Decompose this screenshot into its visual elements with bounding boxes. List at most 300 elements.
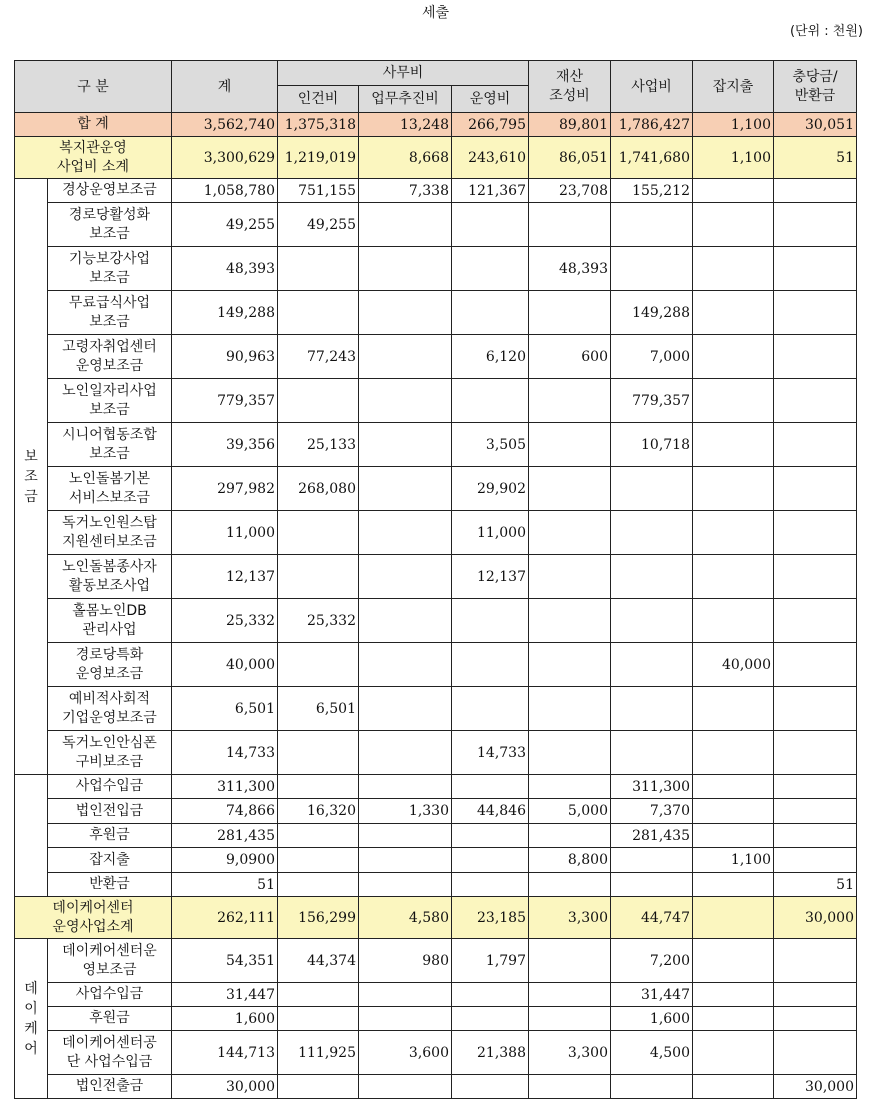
table-row (15, 731, 857, 775)
row-label-text: 홀몸노인DB 관리사업 (72, 602, 147, 638)
value-cell: 44,747 (611, 897, 693, 939)
value-cell (693, 897, 774, 939)
value-cell (693, 291, 774, 335)
value-cell (529, 555, 611, 599)
value-cell: 149,288 (611, 291, 693, 335)
value-cell (359, 775, 452, 799)
value-cell: 25,133 (278, 423, 359, 467)
value-cell (359, 467, 452, 511)
row-label-text: 예비적사회적 기업운영보조금 (62, 690, 157, 726)
value-cell (529, 824, 611, 848)
value-cell (774, 643, 857, 687)
value-cell (359, 873, 452, 897)
value-cell: 51 (774, 137, 857, 179)
value-cell (693, 599, 774, 643)
value-cell (529, 643, 611, 687)
value-cell (529, 203, 611, 247)
value-cell: 6,120 (452, 335, 529, 379)
value-cell (693, 423, 774, 467)
value-cell: 49,255 (278, 203, 359, 247)
table-row (15, 897, 857, 939)
value-cell: 48,393 (529, 247, 611, 291)
expenditure-table (14, 60, 857, 1099)
row-label-text: 후원금 (89, 1010, 130, 1026)
value-cell (452, 873, 529, 897)
row-label-text: 고령자취업센터 운영보조금 (62, 338, 157, 374)
row-label (48, 379, 172, 423)
value-cell: 14,733 (172, 731, 278, 775)
row-label-text: 노인일자리사업 보조금 (62, 382, 157, 418)
value-cell (529, 1075, 611, 1099)
value-cell: 3,562,740 (172, 113, 278, 137)
value-cell (774, 247, 857, 291)
value-cell: 3,300 (529, 1031, 611, 1075)
value-cell (693, 1007, 774, 1031)
table-row (15, 775, 857, 799)
value-cell: 281,435 (172, 824, 278, 848)
value-cell: 1,797 (452, 939, 529, 983)
table-row (15, 511, 857, 555)
row-label (48, 687, 172, 731)
value-cell: 44,846 (452, 799, 529, 824)
value-cell (359, 555, 452, 599)
row-label (48, 799, 172, 824)
row-label-text: 데이케어센터공 단 사업수입금 (62, 1034, 157, 1070)
value-cell (529, 687, 611, 731)
page-title: 세출 (421, 5, 450, 21)
value-cell (611, 873, 693, 897)
value-cell: 1,100 (693, 137, 774, 179)
row-label-text: 데이케어센터운 영보조금 (62, 942, 157, 978)
value-cell (611, 1075, 693, 1099)
value-cell (693, 511, 774, 555)
value-cell (611, 848, 693, 873)
value-cell: 4,580 (359, 897, 452, 939)
value-cell: 1,058,780 (172, 179, 278, 203)
value-cell (774, 179, 857, 203)
value-cell (529, 379, 611, 423)
value-cell: 90,963 (172, 335, 278, 379)
value-cell (693, 775, 774, 799)
value-cell: 14,733 (452, 731, 529, 775)
value-cell (611, 511, 693, 555)
value-cell: 8,668 (359, 137, 452, 179)
value-cell: 1,330 (359, 799, 452, 824)
value-cell: 74,866 (172, 799, 278, 824)
value-cell: 281,435 (611, 824, 693, 848)
value-cell (278, 511, 359, 555)
value-cell: 6,501 (172, 687, 278, 731)
value-cell: 30,000 (774, 897, 857, 939)
header-personnel: 인건비 (278, 86, 359, 113)
value-cell (611, 247, 693, 291)
value-cell: 266,795 (452, 113, 529, 137)
value-cell (278, 873, 359, 897)
row-label-text: 복지관운영 사업비 소계 (56, 139, 130, 175)
value-cell (278, 555, 359, 599)
value-cell (278, 247, 359, 291)
row-label (15, 137, 172, 179)
value-cell: 1,219,019 (278, 137, 359, 179)
value-cell: 779,357 (611, 379, 693, 423)
row-label (48, 939, 172, 983)
table-row (15, 1007, 857, 1031)
value-cell: 86,051 (529, 137, 611, 179)
value-cell (611, 643, 693, 687)
value-cell (278, 775, 359, 799)
value-cell (359, 848, 452, 873)
value-cell (359, 687, 452, 731)
table-row (15, 203, 857, 247)
value-cell: 751,155 (278, 179, 359, 203)
value-cell: 12,137 (452, 555, 529, 599)
value-cell: 1,375,318 (278, 113, 359, 137)
value-cell (359, 335, 452, 379)
row-label (48, 643, 172, 687)
value-cell: 1,100 (693, 848, 774, 873)
value-cell (529, 939, 611, 983)
value-cell: 40,000 (693, 643, 774, 687)
value-cell: 30,000 (172, 1075, 278, 1099)
value-cell (693, 555, 774, 599)
value-cell: 121,367 (452, 179, 529, 203)
value-cell (452, 824, 529, 848)
row-label-text: 노인돌봄기본 서비스보조금 (68, 470, 151, 506)
row-label-text: 사업수입금 (75, 986, 144, 1002)
value-cell (693, 203, 774, 247)
row-label (48, 873, 172, 897)
value-cell: 155,212 (611, 179, 693, 203)
value-cell (611, 687, 693, 731)
value-cell (529, 467, 611, 511)
value-cell: 262,111 (172, 897, 278, 939)
value-cell (452, 848, 529, 873)
value-cell (452, 291, 529, 335)
value-cell (529, 599, 611, 643)
unit-label: (단위 : 천원) (789, 24, 863, 39)
value-cell (278, 1075, 359, 1099)
header-project: 사업비 (611, 61, 693, 113)
header-misc: 잡지출 (693, 61, 774, 113)
value-cell: 311,300 (172, 775, 278, 799)
table-row (15, 247, 857, 291)
value-cell: 149,288 (172, 291, 278, 335)
value-cell: 9,0900 (172, 848, 278, 873)
value-cell: 7,338 (359, 179, 452, 203)
value-cell (611, 599, 693, 643)
value-cell: 16,320 (278, 799, 359, 824)
value-cell (452, 203, 529, 247)
row-label (48, 467, 172, 511)
value-cell (359, 203, 452, 247)
value-cell (611, 555, 693, 599)
row-label-text: 데이케어센터 운영사업소계 (52, 899, 134, 935)
value-cell (774, 335, 857, 379)
value-cell (611, 203, 693, 247)
value-cell: 3,600 (359, 1031, 452, 1075)
value-cell (693, 873, 774, 897)
row-label (48, 1007, 172, 1031)
value-cell (774, 824, 857, 848)
row-label (15, 113, 172, 137)
value-cell: 10,718 (611, 423, 693, 467)
table-row (15, 113, 857, 137)
value-cell: 7,370 (611, 799, 693, 824)
value-cell (774, 1031, 857, 1075)
value-cell (452, 983, 529, 1007)
table-row (15, 1031, 857, 1075)
value-cell: 54,351 (172, 939, 278, 983)
table-row (15, 799, 857, 824)
row-label-text: 기능보강사업 보조금 (68, 250, 151, 286)
row-label (48, 983, 172, 1007)
row-label-text: 무료급식사업 보조금 (68, 294, 151, 330)
value-cell (359, 983, 452, 1007)
value-cell: 25,332 (278, 599, 359, 643)
row-label (48, 555, 172, 599)
row-label-text: 경로당활성화 보조금 (68, 206, 151, 242)
row-label-text: 노인돌봄종사자 활동보조사업 (62, 558, 157, 594)
value-cell (278, 983, 359, 1007)
table-row (15, 848, 857, 873)
row-label-text: 경상운영보조금 (62, 182, 157, 198)
value-cell (693, 799, 774, 824)
value-cell (774, 1007, 857, 1031)
value-cell (693, 335, 774, 379)
row-label (48, 247, 172, 291)
side-label-text: 보 조 금 (24, 448, 38, 505)
value-cell (774, 775, 857, 799)
value-cell (529, 775, 611, 799)
table-row (15, 599, 857, 643)
value-cell (278, 848, 359, 873)
header-category: 구 분 (15, 61, 172, 113)
value-cell (452, 687, 529, 731)
value-cell: 6,501 (278, 687, 359, 731)
value-cell (693, 983, 774, 1007)
row-label-text: 반환금 (89, 876, 130, 892)
table-row (15, 423, 857, 467)
value-cell: 44,374 (278, 939, 359, 983)
table-row (15, 873, 857, 897)
row-label (48, 1031, 172, 1075)
value-cell: 156,299 (278, 897, 359, 939)
value-cell: 23,708 (529, 179, 611, 203)
value-cell: 1,600 (611, 1007, 693, 1031)
value-cell: 5,000 (529, 799, 611, 824)
row-label (15, 897, 172, 939)
row-label (48, 848, 172, 873)
value-cell (452, 1075, 529, 1099)
table-row (15, 467, 857, 511)
value-cell (359, 1075, 452, 1099)
side-label-daycare (15, 939, 48, 1099)
value-cell (359, 599, 452, 643)
value-cell (529, 291, 611, 335)
value-cell: 7,000 (611, 335, 693, 379)
value-cell: 8,800 (529, 848, 611, 873)
value-cell: 111,925 (278, 1031, 359, 1075)
value-cell: 31,447 (611, 983, 693, 1007)
row-label (48, 511, 172, 555)
value-cell: 30,000 (774, 1075, 857, 1099)
table-row (15, 939, 857, 983)
header-property: 재산 조성비 (529, 61, 611, 113)
header-refund: 충당금/ 반환금 (774, 61, 857, 113)
row-label-text: 잡지출 (89, 851, 130, 868)
value-cell: 48,393 (172, 247, 278, 291)
value-cell (529, 423, 611, 467)
value-cell (359, 511, 452, 555)
value-cell (774, 939, 857, 983)
value-cell: 1,100 (693, 113, 774, 137)
value-cell (452, 247, 529, 291)
row-label (48, 179, 172, 203)
value-cell (359, 643, 452, 687)
side-label-subsidy (15, 179, 48, 775)
value-cell (529, 511, 611, 555)
value-cell: 49,255 (172, 203, 278, 247)
value-cell: 3,300,629 (172, 137, 278, 179)
value-cell (452, 1007, 529, 1031)
row-label-text: 후원금 (89, 827, 130, 843)
value-cell: 311,300 (611, 775, 693, 799)
value-cell (693, 247, 774, 291)
value-cell: 51 (774, 873, 857, 897)
row-label-text: 독거노인원스탑 지원센터보조금 (62, 514, 157, 550)
table-row (15, 291, 857, 335)
row-label-text: 사업수입금 (75, 778, 144, 794)
value-cell (359, 247, 452, 291)
value-cell: 30,051 (774, 113, 857, 137)
header-total: 계 (172, 61, 278, 113)
value-cell: 1,600 (172, 1007, 278, 1031)
value-cell (278, 1007, 359, 1031)
value-cell: 29,902 (452, 467, 529, 511)
side-label-text: 데 이 케 어 (24, 980, 38, 1057)
value-cell: 144,713 (172, 1031, 278, 1075)
value-cell: 31,447 (172, 983, 278, 1007)
table-row (15, 379, 857, 423)
value-cell: 980 (359, 939, 452, 983)
row-label (48, 335, 172, 379)
value-cell (693, 1031, 774, 1075)
value-cell: 268,080 (278, 467, 359, 511)
value-cell (359, 824, 452, 848)
value-cell: 3,505 (452, 423, 529, 467)
value-cell: 243,610 (452, 137, 529, 179)
value-cell (611, 731, 693, 775)
value-cell (529, 1007, 611, 1031)
value-cell (359, 291, 452, 335)
value-cell (278, 824, 359, 848)
value-cell (278, 731, 359, 775)
value-cell (774, 687, 857, 731)
value-cell (774, 511, 857, 555)
table-row (15, 179, 857, 203)
value-cell: 25,332 (172, 599, 278, 643)
row-label-text: 시니어협동조합 보조금 (62, 426, 157, 462)
value-cell: 12,137 (172, 555, 278, 599)
value-cell (278, 379, 359, 423)
value-cell (774, 379, 857, 423)
row-label (48, 203, 172, 247)
value-cell (452, 643, 529, 687)
value-cell: 11,000 (452, 511, 529, 555)
value-cell (693, 731, 774, 775)
value-cell (774, 423, 857, 467)
value-cell (359, 379, 452, 423)
row-label (48, 423, 172, 467)
value-cell (452, 775, 529, 799)
value-cell (611, 467, 693, 511)
header-operation: 운영비 (452, 86, 529, 113)
row-label-text: 독거노인안심폰 구비보조금 (62, 734, 157, 770)
row-label-text: 법인전출금 (75, 1078, 144, 1094)
value-cell: 40,000 (172, 643, 278, 687)
value-cell (774, 799, 857, 824)
value-cell (774, 731, 857, 775)
row-label (48, 824, 172, 848)
value-cell (774, 467, 857, 511)
table-row (15, 1075, 857, 1099)
value-cell (693, 467, 774, 511)
value-cell: 11,000 (172, 511, 278, 555)
table-row (15, 137, 857, 179)
value-cell (359, 423, 452, 467)
value-cell (278, 643, 359, 687)
value-cell (278, 291, 359, 335)
value-cell: 297,982 (172, 467, 278, 511)
value-cell (529, 731, 611, 775)
value-cell: 1,741,680 (611, 137, 693, 179)
value-cell: 89,801 (529, 113, 611, 137)
table-row (15, 555, 857, 599)
header-office: 사무비 (278, 61, 529, 86)
row-label-text: 합 계 (77, 116, 109, 132)
row-label (48, 599, 172, 643)
value-cell: 7,200 (611, 939, 693, 983)
value-cell: 39,356 (172, 423, 278, 467)
table-row (15, 824, 857, 848)
value-cell (774, 291, 857, 335)
table-row (15, 983, 857, 1007)
value-cell (693, 824, 774, 848)
row-label-text: 경로당특화 운영보조금 (75, 646, 144, 682)
value-cell (529, 873, 611, 897)
value-cell (693, 179, 774, 203)
value-cell: 23,185 (452, 897, 529, 939)
value-cell (359, 1007, 452, 1031)
value-cell: 779,357 (172, 379, 278, 423)
row-label (48, 731, 172, 775)
value-cell (774, 555, 857, 599)
value-cell (774, 983, 857, 1007)
value-cell: 77,243 (278, 335, 359, 379)
value-cell: 21,388 (452, 1031, 529, 1075)
value-cell: 3,300 (529, 897, 611, 939)
value-cell (774, 848, 857, 873)
value-cell: 600 (529, 335, 611, 379)
value-cell (693, 687, 774, 731)
value-cell: 1,786,427 (611, 113, 693, 137)
value-cell (452, 599, 529, 643)
row-label (48, 1075, 172, 1099)
row-label-text: 법인전입금 (75, 802, 144, 819)
value-cell (693, 379, 774, 423)
value-cell: 13,248 (359, 113, 452, 137)
table-row (15, 335, 857, 379)
